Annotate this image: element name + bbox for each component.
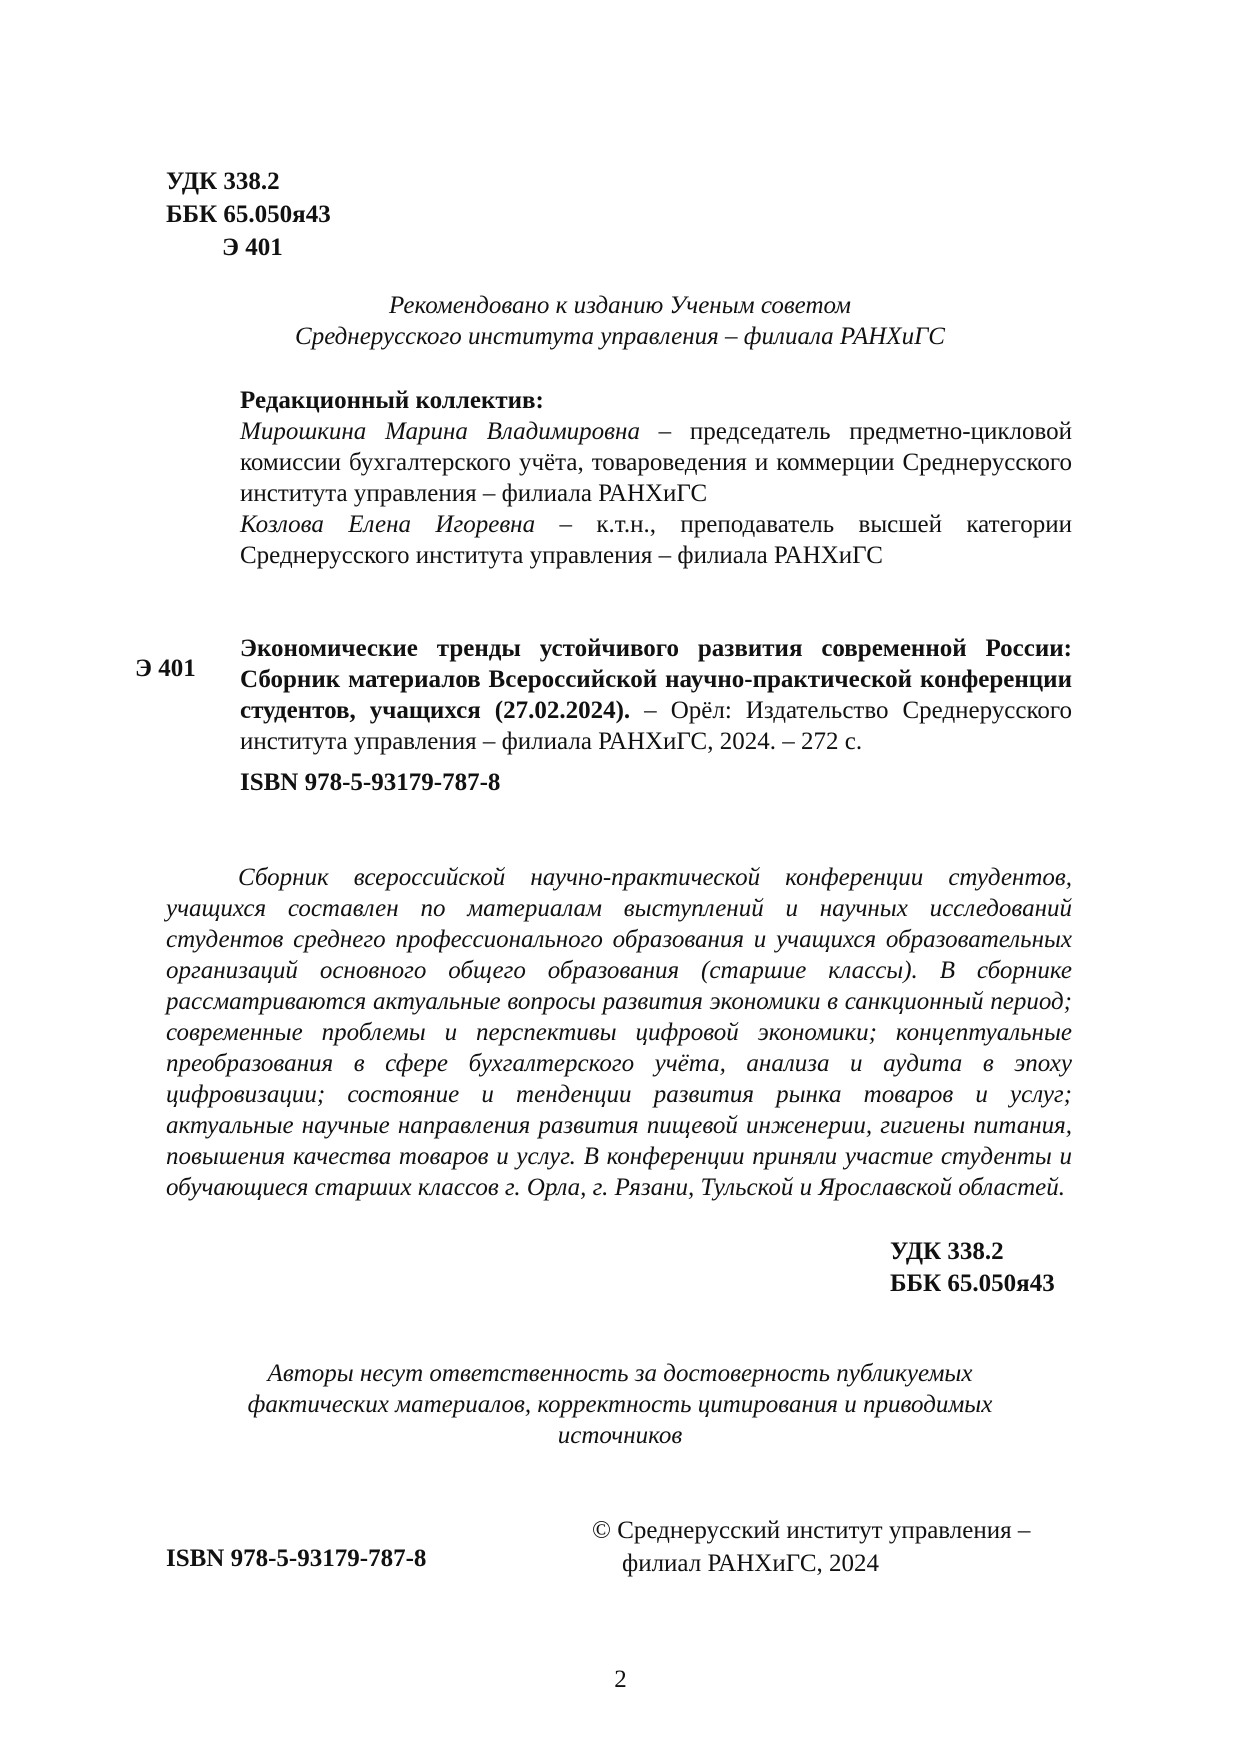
editorial-board xyxy=(240,385,1072,571)
member-name: Козлова Елена Игоревна xyxy=(240,511,536,538)
copyright-line-1: © Среднерусский институт управления – xyxy=(592,1517,1031,1544)
book-imprint: – Орёл: Издательство Среднерусского института управления – филиала РАНХиГС, 2024. – 272 с. xyxy=(240,697,1073,755)
book-title: Экономические тренды устойчивого развития современной России: Сборник материалов Всероссийской научно-практической конференции студентов, учащихся (27.02.2024). xyxy=(240,635,1072,724)
editorial-member xyxy=(240,509,1072,571)
bibliographic-isbn: ISBN 978-5-93179-787-8 xyxy=(240,769,501,796)
bbk-code: ББК 65.050я43 xyxy=(166,201,331,228)
bibliographic-description xyxy=(240,633,1072,757)
page-number: 2 xyxy=(614,1666,627,1693)
bbk-code: ББК 65.050я43 xyxy=(890,1270,1055,1297)
disclaimer-line-1: Авторы несут ответственность за достоверность публикуемых xyxy=(267,1360,973,1387)
bibliographic-record xyxy=(240,633,1072,798)
author-mark: Э 401 xyxy=(222,234,283,261)
annotation-codes xyxy=(890,1236,1055,1300)
copyright-notice xyxy=(592,1514,1030,1580)
copyright-line-2: филиал РАНХиГС, 2024 xyxy=(622,1550,880,1577)
footer-isbn: ISBN 978-5-93179-787-8 xyxy=(166,1545,427,1572)
disclaimer-note xyxy=(170,1358,1070,1451)
member-name: Мирошкина Марина Владимировна xyxy=(240,418,640,445)
recommendation-line-1: Рекомендовано к изданию Ученым советом xyxy=(388,292,851,319)
member-role: – к.т.н., преподаватель высшей категории Среднерусского института управления – филиала РАНХиГС xyxy=(240,511,1072,569)
member-role: – председатель предметно-цикловой комиссии бухгалтерского учёта, товароведения и коммерции Среднерусского института управления – филиала РАНХиГС xyxy=(240,418,1072,507)
recommendation-note xyxy=(240,290,1000,352)
udk-code: УДК 338.2 xyxy=(890,1238,1004,1265)
disclaimer-line-3: источников xyxy=(557,1422,683,1449)
recommendation-line-2: Среднерусского института управления – филиала РАНХиГС xyxy=(295,323,945,350)
udk-code: УДК 338.2 xyxy=(166,168,280,195)
editorial-heading: Редакционный коллектив: xyxy=(240,387,544,414)
editorial-member xyxy=(240,416,1072,509)
classification-codes xyxy=(166,165,331,264)
shelf-mark: Э 401 xyxy=(135,655,196,682)
disclaimer-line-2: фактических материалов, корректность цитирования и приводимых xyxy=(247,1391,993,1418)
annotation-text: Сборник всероссийской научно-практической конференции студентов, учащихся составлен по материалам выступлений и научных исследований студентов среднего профессионального образования и учащихся образовательных организаций основного общего образования (старшие классы). В сборнике рассматриваются актуальные вопросы развития экономики в санкционный период; современные проблемы и перспективы цифровой экономики; концептуальные преобразования в сфере бухгалтерского учёта, анализа и аудита в эпоху цифровизации; состояние и тенденции развития рынка товаров и услуг; актуальные научные направления развития пищевой инженерии, гигиены питания, повышения качества товаров и услуг. В конференции приняли участие студенты и обучающиеся старших классов г. Орла, г. Рязани, Тульской и Ярославской областей. xyxy=(166,864,1072,1201)
